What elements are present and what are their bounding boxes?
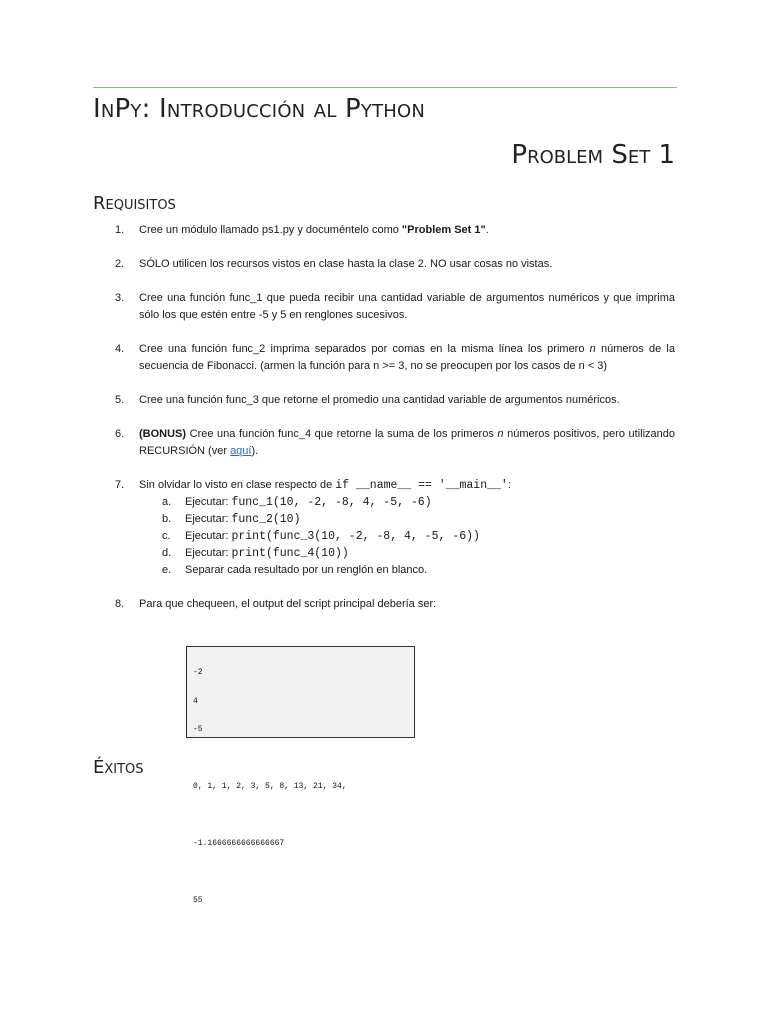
- output-line: 4: [193, 696, 198, 706]
- sub-item-letter: d.: [162, 547, 172, 559]
- item-text: Sin olvidar lo visto en clase respecto de: [139, 479, 336, 491]
- list-item: [93, 426, 675, 460]
- item-code: if __name__ == '__main__': [335, 479, 508, 492]
- sub-list-item: [139, 494, 675, 511]
- item-number: 5.: [115, 394, 125, 406]
- item-number: 2.: [115, 258, 125, 270]
- sub-list-item: [139, 511, 675, 528]
- sub-item-label: Ejecutar:: [185, 496, 232, 508]
- aqui-link[interactable]: aquí: [230, 445, 252, 457]
- list-item: [93, 290, 675, 324]
- item-text: .: [485, 224, 489, 236]
- item-number: 4.: [115, 343, 125, 355]
- sub-item-label: Ejecutar:: [185, 513, 232, 525]
- item-text: números positivos, pero utilizando RECURSIÓN (ver: [139, 428, 675, 457]
- sub-item-label: Separar cada resultado por un renglón en blanco.: [185, 564, 428, 576]
- document-subtitle: Problem Set 1: [511, 140, 675, 170]
- sub-list-item: [139, 562, 675, 579]
- item-bold: (BONUS): [139, 428, 187, 440]
- item-text: Cree una función func_3 que retorne el promedio una cantidad variable de argumentos numéricos.: [139, 394, 620, 406]
- item-number: 1.: [115, 224, 125, 236]
- item-text: :: [507, 479, 511, 491]
- sub-item-letter: c.: [162, 530, 171, 542]
- sub-item-letter: a.: [162, 496, 172, 508]
- list-item: [93, 392, 675, 409]
- list-item: [93, 596, 675, 613]
- item-number: 8.: [115, 598, 125, 610]
- item-text: Cree una función func_1 que pueda recibir una cantidad variable de argumentos numéricos y que imprima sólo los que estén entre -5 y 5 en renglones sucesivos.: [139, 292, 675, 321]
- output-line: 55: [193, 896, 203, 905]
- item-number: 6.: [115, 428, 125, 440]
- section-heading-exitos: Éxitos: [93, 757, 144, 778]
- output-line: -5: [193, 725, 203, 734]
- item-text: Cree una función func_4 que retorne la suma de los primeros: [186, 428, 498, 440]
- item-text: Para que chequeen, el output del script principal debería ser:: [139, 598, 437, 610]
- sub-item-label: Ejecutar:: [185, 547, 232, 559]
- list-item: [93, 477, 675, 579]
- item-text: Cree una función func_2 imprima separados por comas en la misma línea los primero: [139, 343, 590, 355]
- section-heading-requisitos: Requisitos: [93, 193, 176, 214]
- item-bold: "Problem Set 1": [401, 224, 486, 236]
- item-text: números de la secuencia de Fibonacci. (armen la función para n >= 3, no se preocupen por los casos de n < 3): [139, 343, 675, 372]
- header-rule: [93, 87, 677, 88]
- item-number: 7.: [115, 479, 125, 491]
- sub-item-code: func_1(10, -2, -8, 4, -5, -6): [231, 496, 432, 509]
- sub-item-letter: b.: [162, 513, 172, 525]
- output-line: [193, 811, 410, 821]
- output-line: -1.1666666666666667: [193, 839, 285, 848]
- sub-list-item: [139, 528, 675, 545]
- output-line: -2: [193, 668, 203, 677]
- sub-list-item: [139, 545, 675, 562]
- sub-item-code: func_2(10): [231, 513, 301, 526]
- expected-output-box: [186, 646, 415, 905]
- requirements-list: [93, 222, 675, 613]
- item-text: SÓLO utilicen los recursos vistos en clase hasta la clase 2. NO usar cosas no vistas.: [139, 258, 553, 270]
- sub-item-code: print(func_4(10)): [231, 547, 349, 560]
- sub-item-letter: e.: [162, 564, 172, 576]
- item-italic: n: [589, 343, 596, 355]
- list-item: [93, 222, 675, 239]
- output-line: 0, 1, 1, 2, 3, 5, 8, 13, 21, 34,: [193, 782, 347, 791]
- list-item: [93, 256, 675, 273]
- sub-item-code: print(func_3(10, -2, -8, 4, -5, -6)): [231, 530, 480, 543]
- sub-list: [139, 494, 675, 579]
- document-title: InPy: Introducción al Python: [93, 94, 426, 124]
- item-text: ).: [251, 445, 259, 457]
- item-italic: n: [497, 428, 504, 440]
- item-number: 3.: [115, 292, 125, 304]
- list-item: [93, 341, 675, 375]
- output-line: [193, 754, 410, 764]
- sub-item-label: Ejecutar:: [185, 530, 232, 542]
- output-line: [193, 868, 410, 878]
- item-text: Cree un módulo llamado ps1.py y documéntelo como: [139, 224, 402, 236]
